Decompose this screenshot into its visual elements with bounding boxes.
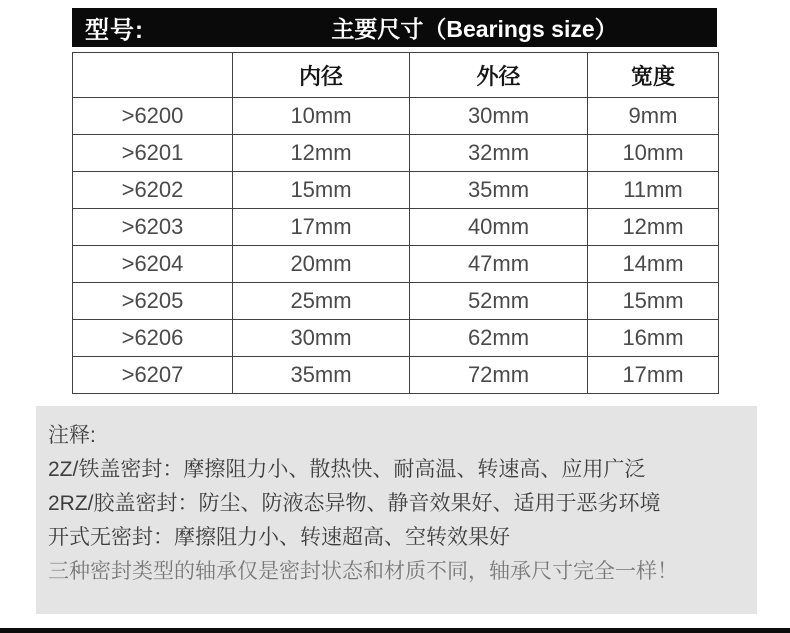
column-header-outer-diameter: 外径 [410,53,588,98]
outer-diameter-cell: 30mm [410,98,588,135]
model-label: 型号: [85,17,144,44]
width-cell: 11mm [588,172,719,209]
width-cell: 10mm [588,135,719,172]
bearing-size-table [72,52,719,394]
notes-label: 注释: [48,424,96,447]
model-cell: >6205 [73,283,233,320]
model-cell: >6202 [73,172,233,209]
table-row [73,283,719,320]
model-cell: >6203 [73,209,233,246]
inner-diameter-cell: 12mm [233,135,410,172]
model-cell: >6201 [73,135,233,172]
inner-diameter-cell: 25mm [233,283,410,320]
width-cell: 14mm [588,246,719,283]
outer-diameter-cell: 52mm [410,283,588,320]
model-cell: >6204 [73,246,233,283]
column-header-width: 宽度 [588,53,719,98]
next-section-top-edge [0,628,790,633]
table-row [73,135,719,172]
model-cell: >6200 [73,98,233,135]
outer-diameter-cell: 47mm [410,246,588,283]
table-title: 主要尺寸（Bearings size） [331,16,618,42]
table-row [73,98,719,135]
table-header-row [73,53,719,98]
width-cell: 12mm [588,209,719,246]
outer-diameter-cell: 35mm [410,172,588,209]
outer-diameter-cell: 72mm [410,357,588,394]
inner-diameter-cell: 30mm [233,320,410,357]
width-cell: 17mm [588,357,719,394]
column-header-inner-diameter: 内径 [233,53,410,98]
model-cell: >6207 [73,357,233,394]
outer-diameter-cell: 62mm [410,320,588,357]
table-row [73,357,719,394]
outer-diameter-cell: 32mm [410,135,588,172]
notes-section [36,406,757,614]
width-cell: 15mm [588,283,719,320]
model-cell: >6206 [73,320,233,357]
note-line-2z: 2Z/铁盖密封：摩擦阻力小、散热快、耐高温、转速高、应用广泛 [48,458,646,481]
inner-diameter-cell: 10mm [233,98,410,135]
note-line-summary: 三种密封类型的轴承仅是密封状态和材质不同，轴承尺寸完全一样！ [48,560,678,583]
note-line-2rz: 2RZ/胶盖密封：防尘、防液态异物、静音效果好、适用于恶劣环境 [48,492,661,515]
inner-diameter-cell: 15mm [233,172,410,209]
inner-diameter-cell: 17mm [233,209,410,246]
inner-diameter-cell: 20mm [233,246,410,283]
table-row [73,209,719,246]
inner-diameter-cell: 35mm [233,357,410,394]
outer-diameter-cell: 40mm [410,209,588,246]
width-cell: 16mm [588,320,719,357]
note-line-open: 开式无密封：摩擦阻力小、转速超高、空转效果好 [48,526,510,549]
table-row [73,172,719,209]
column-header-model [73,53,233,98]
width-cell: 9mm [588,98,719,135]
table-row [73,246,719,283]
table-row [73,320,719,357]
table-title-bar [72,8,717,47]
